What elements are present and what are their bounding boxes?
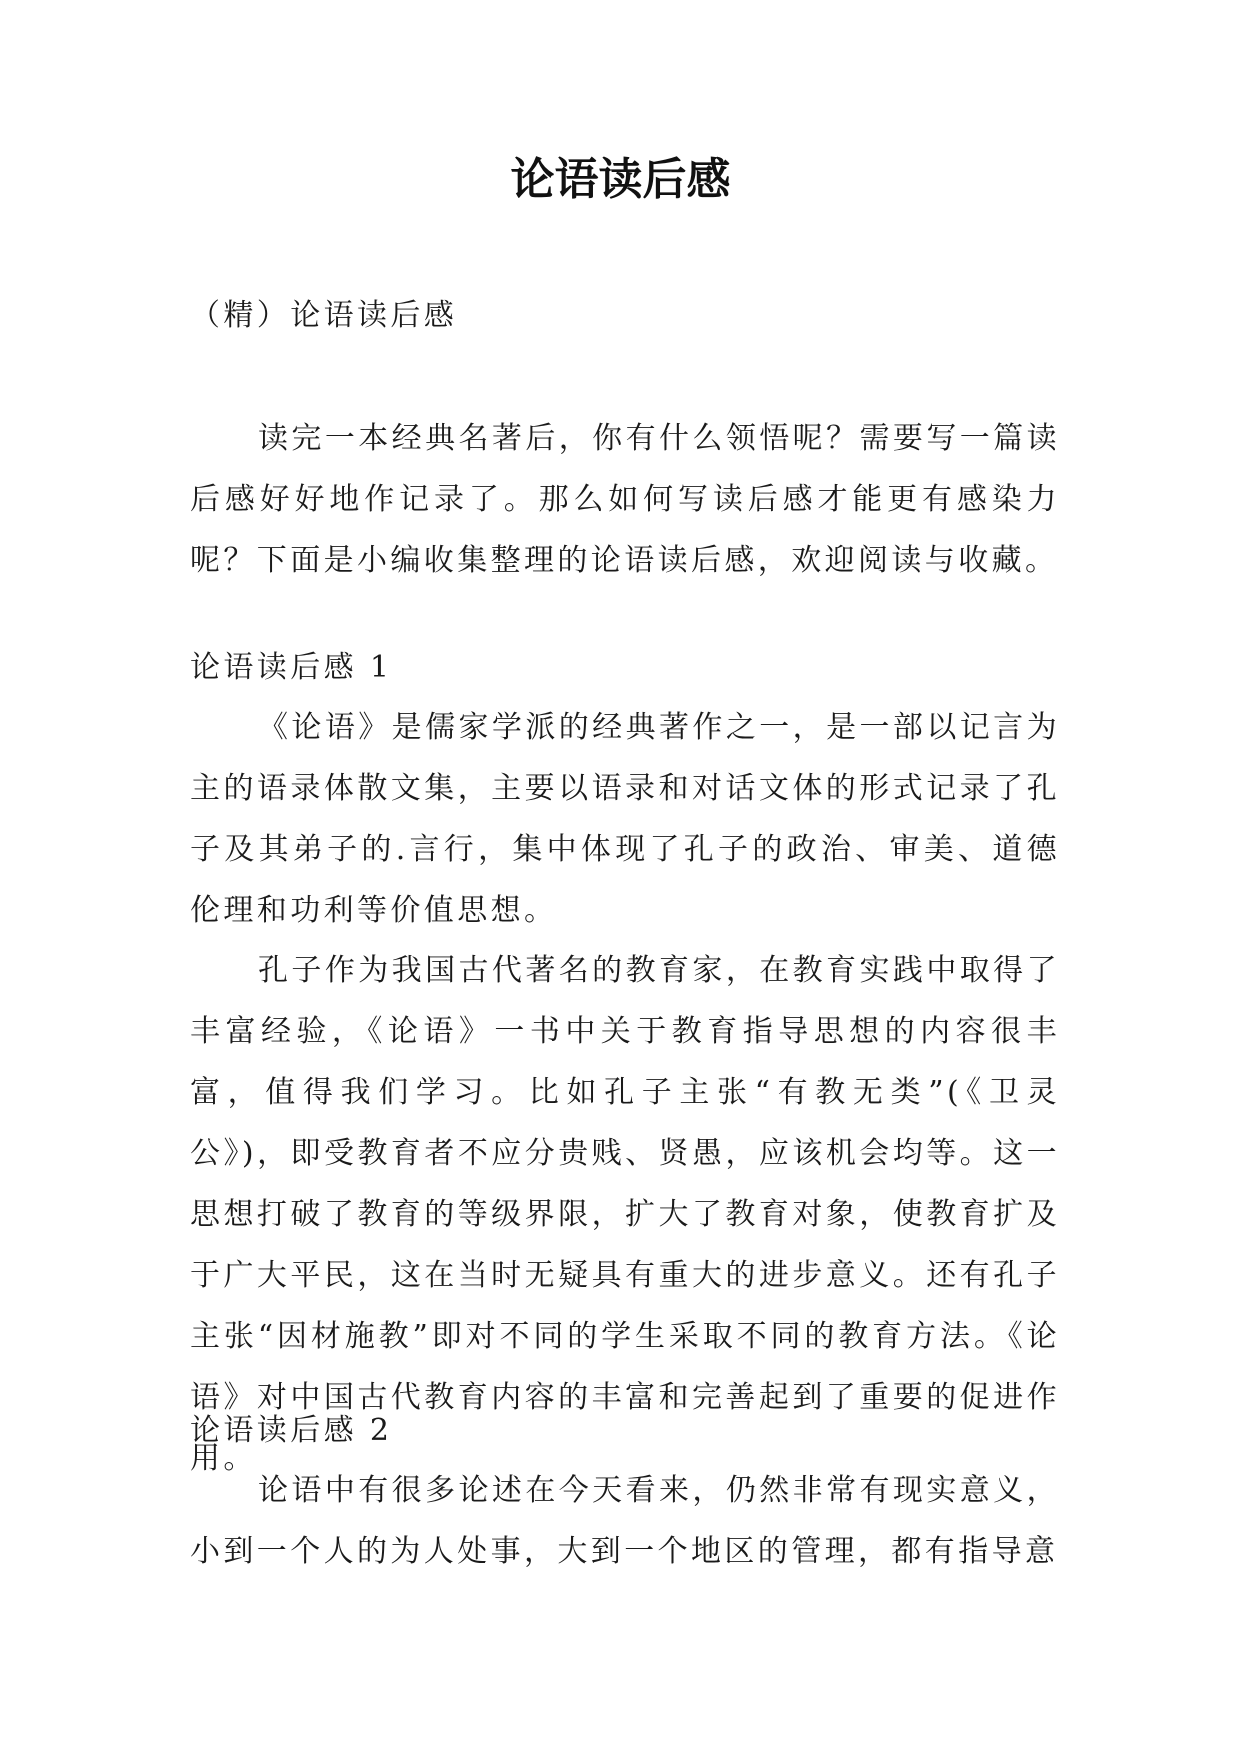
section-1-paragraph-1: 《论语》是儒家学派的经典著作之一，是一部以记言为主的语录体散文集，主要以语录和对话文体的形式记录了孔子及其弟子的.言行，集中体现了孔子的政治、审美、道德伦理和功利等价值思想。 [190, 710, 1060, 928]
document-subtitle: （精）论语读后感 [190, 298, 458, 333]
intro-paragraph: 读完一本经典名著后，你有什么领悟呢？需要写一篇读后感好好地作记录了。那么如何写读后感才能更有感染力呢？下面是小编收集整理的论语读后感，欢迎阅读与收藏。 [190, 421, 1060, 578]
document-title: 论语读后感 [510, 154, 731, 205]
section-heading-1: 论语读后感 1 [190, 650, 393, 685]
section-1-paragraph-2: 孔子作为我国古代著名的教育家，在教育实践中取得了丰富经验，《论语》一书中关于教育指导思想的内容很丰富，值得我们学习。比如孔子主张“有教无类”(《卫灵公》)，即受教育者不应分贵贱、贤愚，应该机会均等。这一思想打破了教育的等级界限，扩大了教育对象，使教育扩及于广大平民，这在当时无疑具有重大的进步意义。还有孔子主张“因材施教”即对不同的学生采取不同的教育方法。《论语》对中国古代教育内容的丰富和完善起到了重要的促进作用。 [190, 953, 1060, 1476]
section-2-paragraph-1: 论语中有很多论述在今天看来，仍然非常有现实意义，小到一个人的为人处事，大到一个地区的管理，都有指导意 [190, 1473, 1060, 1569]
section-heading-2: 论语读后感 2 [190, 1413, 393, 1448]
